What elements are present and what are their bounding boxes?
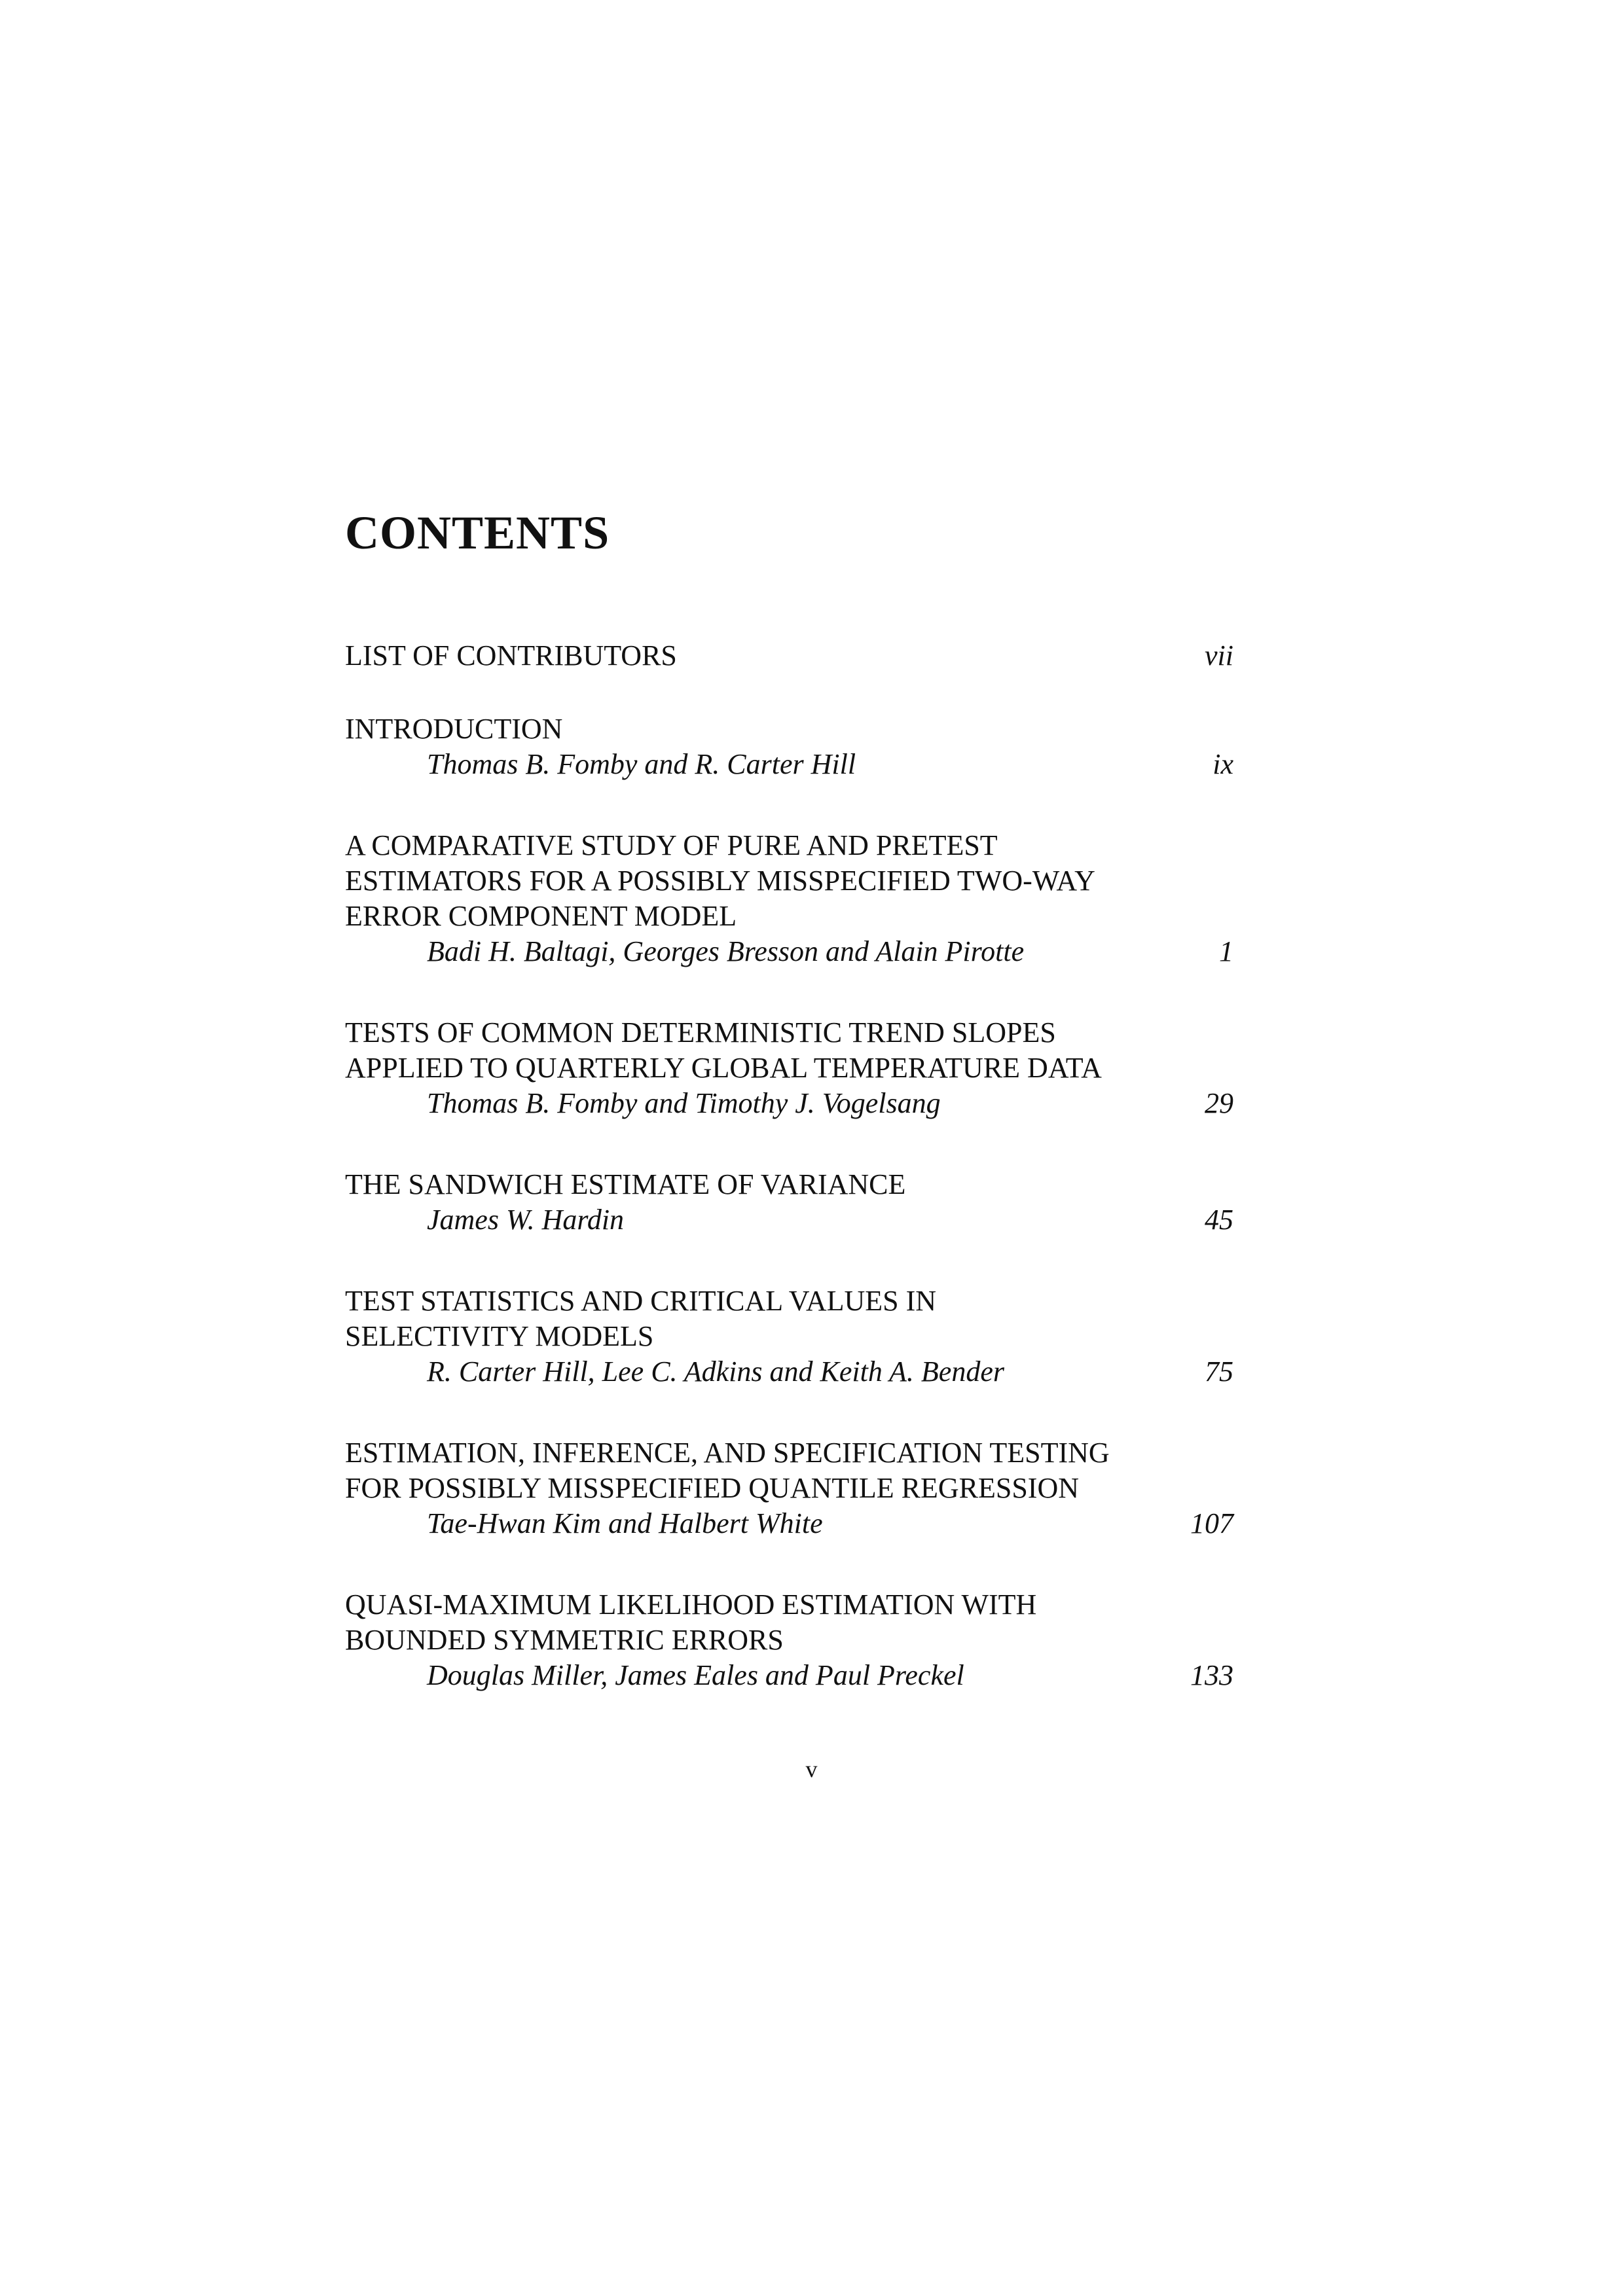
toc-entry-page-number: 75: [1205, 1355, 1233, 1388]
toc-entry-authors: Badi H. Baltagi, Georges Bresson and Alain Pirotte: [427, 935, 1025, 967]
toc-entry-authors: Douglas Miller, James Eales and Paul Preckel: [427, 1659, 964, 1691]
toc-entry-title: ERROR COMPONENT MODEL: [345, 900, 737, 932]
toc-entry-trend-slopes[interactable]: [345, 1015, 1233, 1121]
toc-entry-title: ESTIMATION, INFERENCE, AND SPECIFICATION TESTING: [345, 1437, 1110, 1469]
toc-entry-selectivity-models[interactable]: [345, 1283, 1233, 1390]
toc-entry-list-of-contributors[interactable]: [345, 638, 1233, 673]
toc-entry-title: QUASI-MAXIMUM LIKELIHOOD ESTIMATION WITH: [345, 1588, 1037, 1621]
toc-entry-page-number: 29: [1205, 1087, 1233, 1119]
toc-entry-page-number: vii: [1205, 639, 1233, 672]
toc-entry-title: A COMPARATIVE STUDY OF PURE AND PRETEST: [345, 829, 998, 861]
toc-entry-title: FOR POSSIBLY MISSPECIFIED QUANTILE REGRESSION: [345, 1472, 1079, 1504]
toc-entry-quantile-regression[interactable]: [345, 1435, 1233, 1541]
toc-entry-sandwich-estimate[interactable]: [345, 1167, 1233, 1238]
toc-entry-title: SELECTIVITY MODELS: [345, 1320, 654, 1352]
toc-entry-title: BOUNDED SYMMETRIC ERRORS: [345, 1624, 784, 1656]
toc-entry-comparative-study[interactable]: [345, 828, 1233, 969]
toc-entry-title: LIST OF CONTRIBUTORS: [345, 639, 677, 672]
toc-entry-title: THE SANDWICH ESTIMATE OF VARIANCE: [345, 1168, 906, 1200]
toc-entry-title: ESTIMATORS FOR A POSSIBLY MISSPECIFIED TWO-WAY: [345, 865, 1095, 897]
toc-entry-title: TEST STATISTICS AND CRITICAL VALUES IN: [345, 1285, 937, 1317]
toc-entry-page-number: 1: [1219, 935, 1233, 967]
page-folio: v: [805, 1756, 818, 1782]
table-of-contents: [345, 638, 1233, 1693]
toc-entry-title: TESTS OF COMMON DETERMINISTIC TREND SLOPES: [345, 1016, 1056, 1049]
toc-entry-introduction[interactable]: [345, 711, 1233, 782]
toc-entry-page-number: 107: [1190, 1507, 1233, 1539]
toc-entry-quasi-maximum-likelihood[interactable]: [345, 1587, 1233, 1693]
toc-entry-title: INTRODUCTION: [345, 713, 563, 745]
toc-entry-authors: Tae-Hwan Kim and Halbert White: [427, 1507, 823, 1539]
toc-entry-authors: James W. Hardin: [427, 1204, 625, 1236]
toc-entry-page-number: 45: [1205, 1204, 1233, 1236]
toc-entry-authors: Thomas B. Fomby and Timothy J. Vogelsang: [427, 1087, 941, 1119]
page-title: CONTENTS: [345, 507, 610, 559]
toc-entry-page-number: 133: [1190, 1659, 1233, 1691]
toc-entry-authors: Thomas B. Fomby and R. Carter Hill: [427, 748, 856, 780]
toc-entry-title: APPLIED TO QUARTERLY GLOBAL TEMPERATURE DATA: [345, 1052, 1102, 1084]
toc-entry-page-number: ix: [1213, 748, 1233, 780]
toc-entry-authors: R. Carter Hill, Lee C. Adkins and Keith A. Bender: [427, 1355, 1004, 1388]
